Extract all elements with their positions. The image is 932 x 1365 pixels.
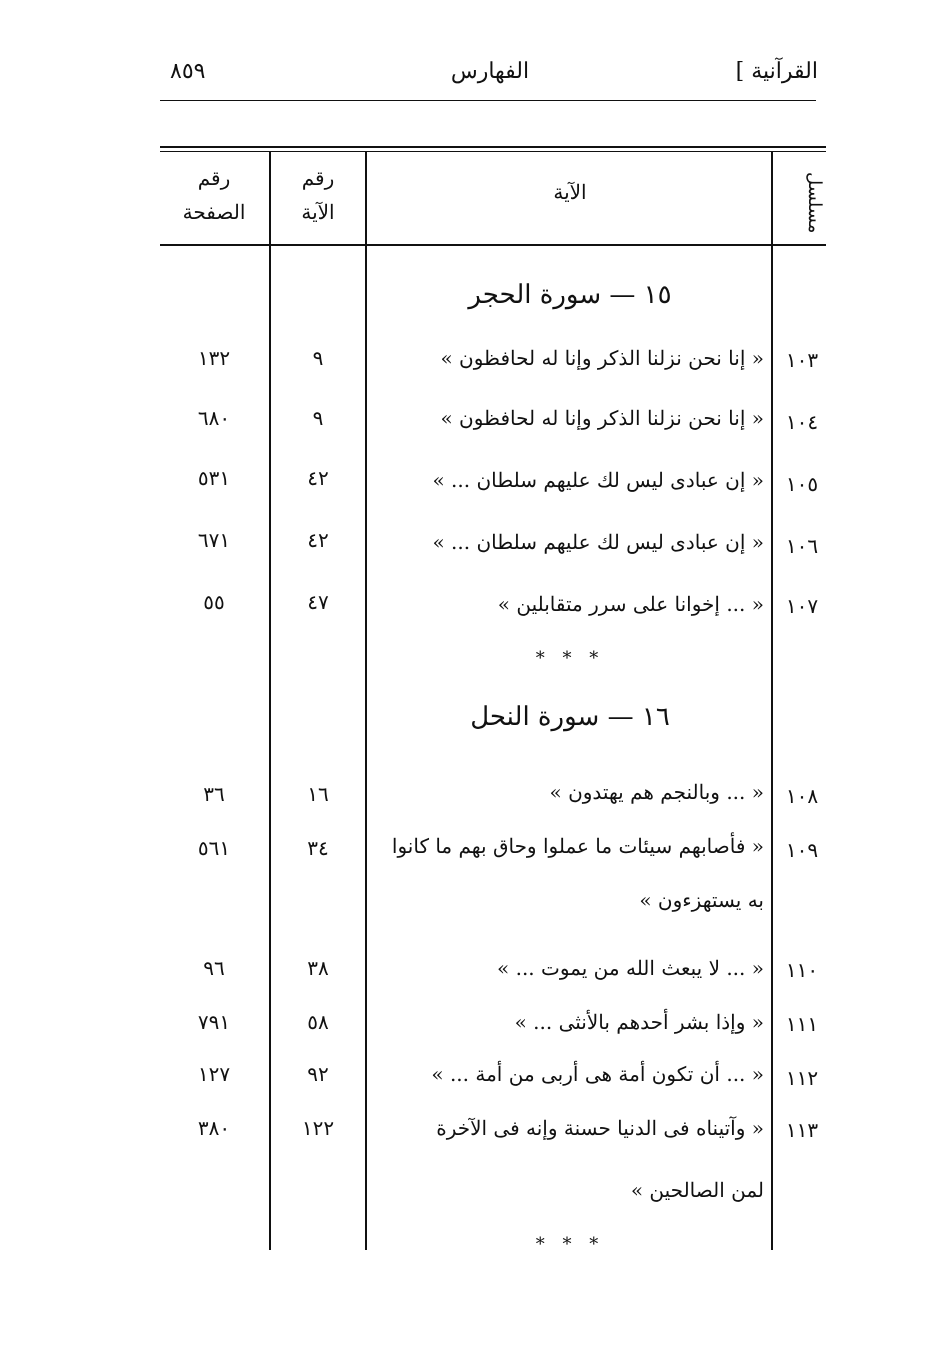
row-verse-continuation: لمن الصالحين » bbox=[630, 1178, 764, 1202]
row-page-number: ١٣٢ bbox=[197, 346, 231, 370]
table-top-rule-inner bbox=[160, 151, 826, 152]
row-verse: « ... أن تكون أمة هى أربى من أمة ... » bbox=[431, 1062, 764, 1086]
row-page-number: ٧٩١ bbox=[197, 1010, 231, 1034]
table-header-rule bbox=[160, 244, 826, 246]
column-header-ayah-line1: رقم bbox=[301, 166, 335, 190]
row-page-number: ٥٦١ bbox=[197, 836, 231, 860]
column-divider-ayah bbox=[365, 152, 367, 1250]
row-ayah-number: ٩ bbox=[312, 346, 324, 370]
column-header-serial: مسلسل bbox=[804, 172, 825, 234]
row-ayah-number: ٩٢ bbox=[307, 1062, 329, 1086]
row-page-number: ١٢٧ bbox=[197, 1062, 231, 1086]
row-ayah-number: ١٢٢ bbox=[301, 1116, 335, 1140]
row-ayah-number: ٩ bbox=[312, 406, 324, 430]
section-separator: * * * bbox=[535, 648, 605, 669]
row-page-number: ٥٥ bbox=[203, 590, 225, 614]
running-header-book-part: القرآنية ] bbox=[735, 59, 818, 84]
row-ayah-number: ٤٢ bbox=[307, 466, 329, 490]
row-serial: ١٠٧ bbox=[785, 594, 819, 618]
column-header-ayah-line2: الآية bbox=[301, 200, 335, 224]
row-verse: « وإذا بشر أحدهم بالأنثى ... » bbox=[514, 1010, 764, 1034]
row-page-number: ٥٣١ bbox=[197, 466, 231, 490]
column-header-verse: الآية bbox=[553, 180, 587, 204]
surah-heading-an-nahl: ١٦ — سورة النحل bbox=[470, 702, 670, 732]
row-verse: « إن عبادى ليس لك عليهم سلطان ... » bbox=[432, 530, 764, 554]
surah-heading-al-hijr: ١٥ — سورة الحجر bbox=[468, 280, 672, 310]
row-verse: « إنا نحن نزلنا الذكر وإنا له لحافظون » bbox=[440, 406, 764, 430]
row-verse: « ... لا يبعث الله من يموت ... » bbox=[497, 956, 764, 980]
row-verse: « ... إخوانا على سرر متقابلين » bbox=[497, 592, 764, 616]
row-verse: « فأصابهم سيئات ما عملوا وحاق بهم ما كانوا bbox=[391, 834, 764, 858]
table-top-rule bbox=[160, 146, 826, 148]
column-divider-verse bbox=[771, 152, 773, 1250]
row-ayah-number: ٣٨ bbox=[307, 956, 329, 980]
row-verse-continuation: به يستهزءون » bbox=[639, 888, 764, 912]
running-header-section: الفهارس bbox=[450, 59, 530, 84]
row-page-number: ٩٦ bbox=[203, 956, 225, 980]
row-serial: ١٠٨ bbox=[785, 784, 819, 808]
row-serial: ١١٣ bbox=[785, 1118, 819, 1142]
row-page-number: ٣٨٠ bbox=[197, 1116, 231, 1140]
row-serial: ١٠٣ bbox=[785, 348, 819, 372]
row-serial: ١١١ bbox=[785, 1012, 819, 1036]
row-serial: ١٠٩ bbox=[785, 838, 819, 862]
row-serial: ١٠٦ bbox=[785, 534, 819, 558]
row-verse: « ... وبالنجم هم يهتدون » bbox=[549, 780, 764, 804]
row-ayah-number: ١٦ bbox=[307, 782, 329, 806]
row-ayah-number: ٤٧ bbox=[307, 590, 329, 614]
row-page-number: ٣٦ bbox=[203, 782, 225, 806]
column-divider-page bbox=[269, 152, 271, 1250]
row-page-number: ٦٧١ bbox=[197, 528, 231, 552]
row-verse: « إنا نحن نزلنا الذكر وإنا له لحافظون » bbox=[440, 346, 764, 370]
row-serial: ١٠٤ bbox=[785, 410, 819, 434]
running-header-page-number: ٨٥٩ bbox=[170, 59, 206, 84]
row-serial: ١٠٥ bbox=[785, 472, 819, 496]
row-page-number: ٦٨٠ bbox=[197, 406, 231, 430]
section-separator: * * * bbox=[535, 1234, 605, 1255]
column-header-page-line2: الصفحة bbox=[182, 200, 246, 224]
row-serial: ١١٠ bbox=[785, 958, 819, 982]
row-ayah-number: ٥٨ bbox=[307, 1010, 329, 1034]
row-serial: ١١٢ bbox=[785, 1066, 819, 1090]
row-ayah-number: ٣٤ bbox=[307, 836, 329, 860]
row-ayah-number: ٤٢ bbox=[307, 528, 329, 552]
column-header-page-line1: رقم bbox=[197, 166, 231, 190]
header-rule bbox=[160, 100, 816, 101]
row-verse: « وآتيناه فى الدنيا حسنة وإنه فى الآخرة bbox=[436, 1116, 764, 1140]
row-verse: « إن عبادى ليس لك عليهم سلطان ... » bbox=[432, 468, 764, 492]
